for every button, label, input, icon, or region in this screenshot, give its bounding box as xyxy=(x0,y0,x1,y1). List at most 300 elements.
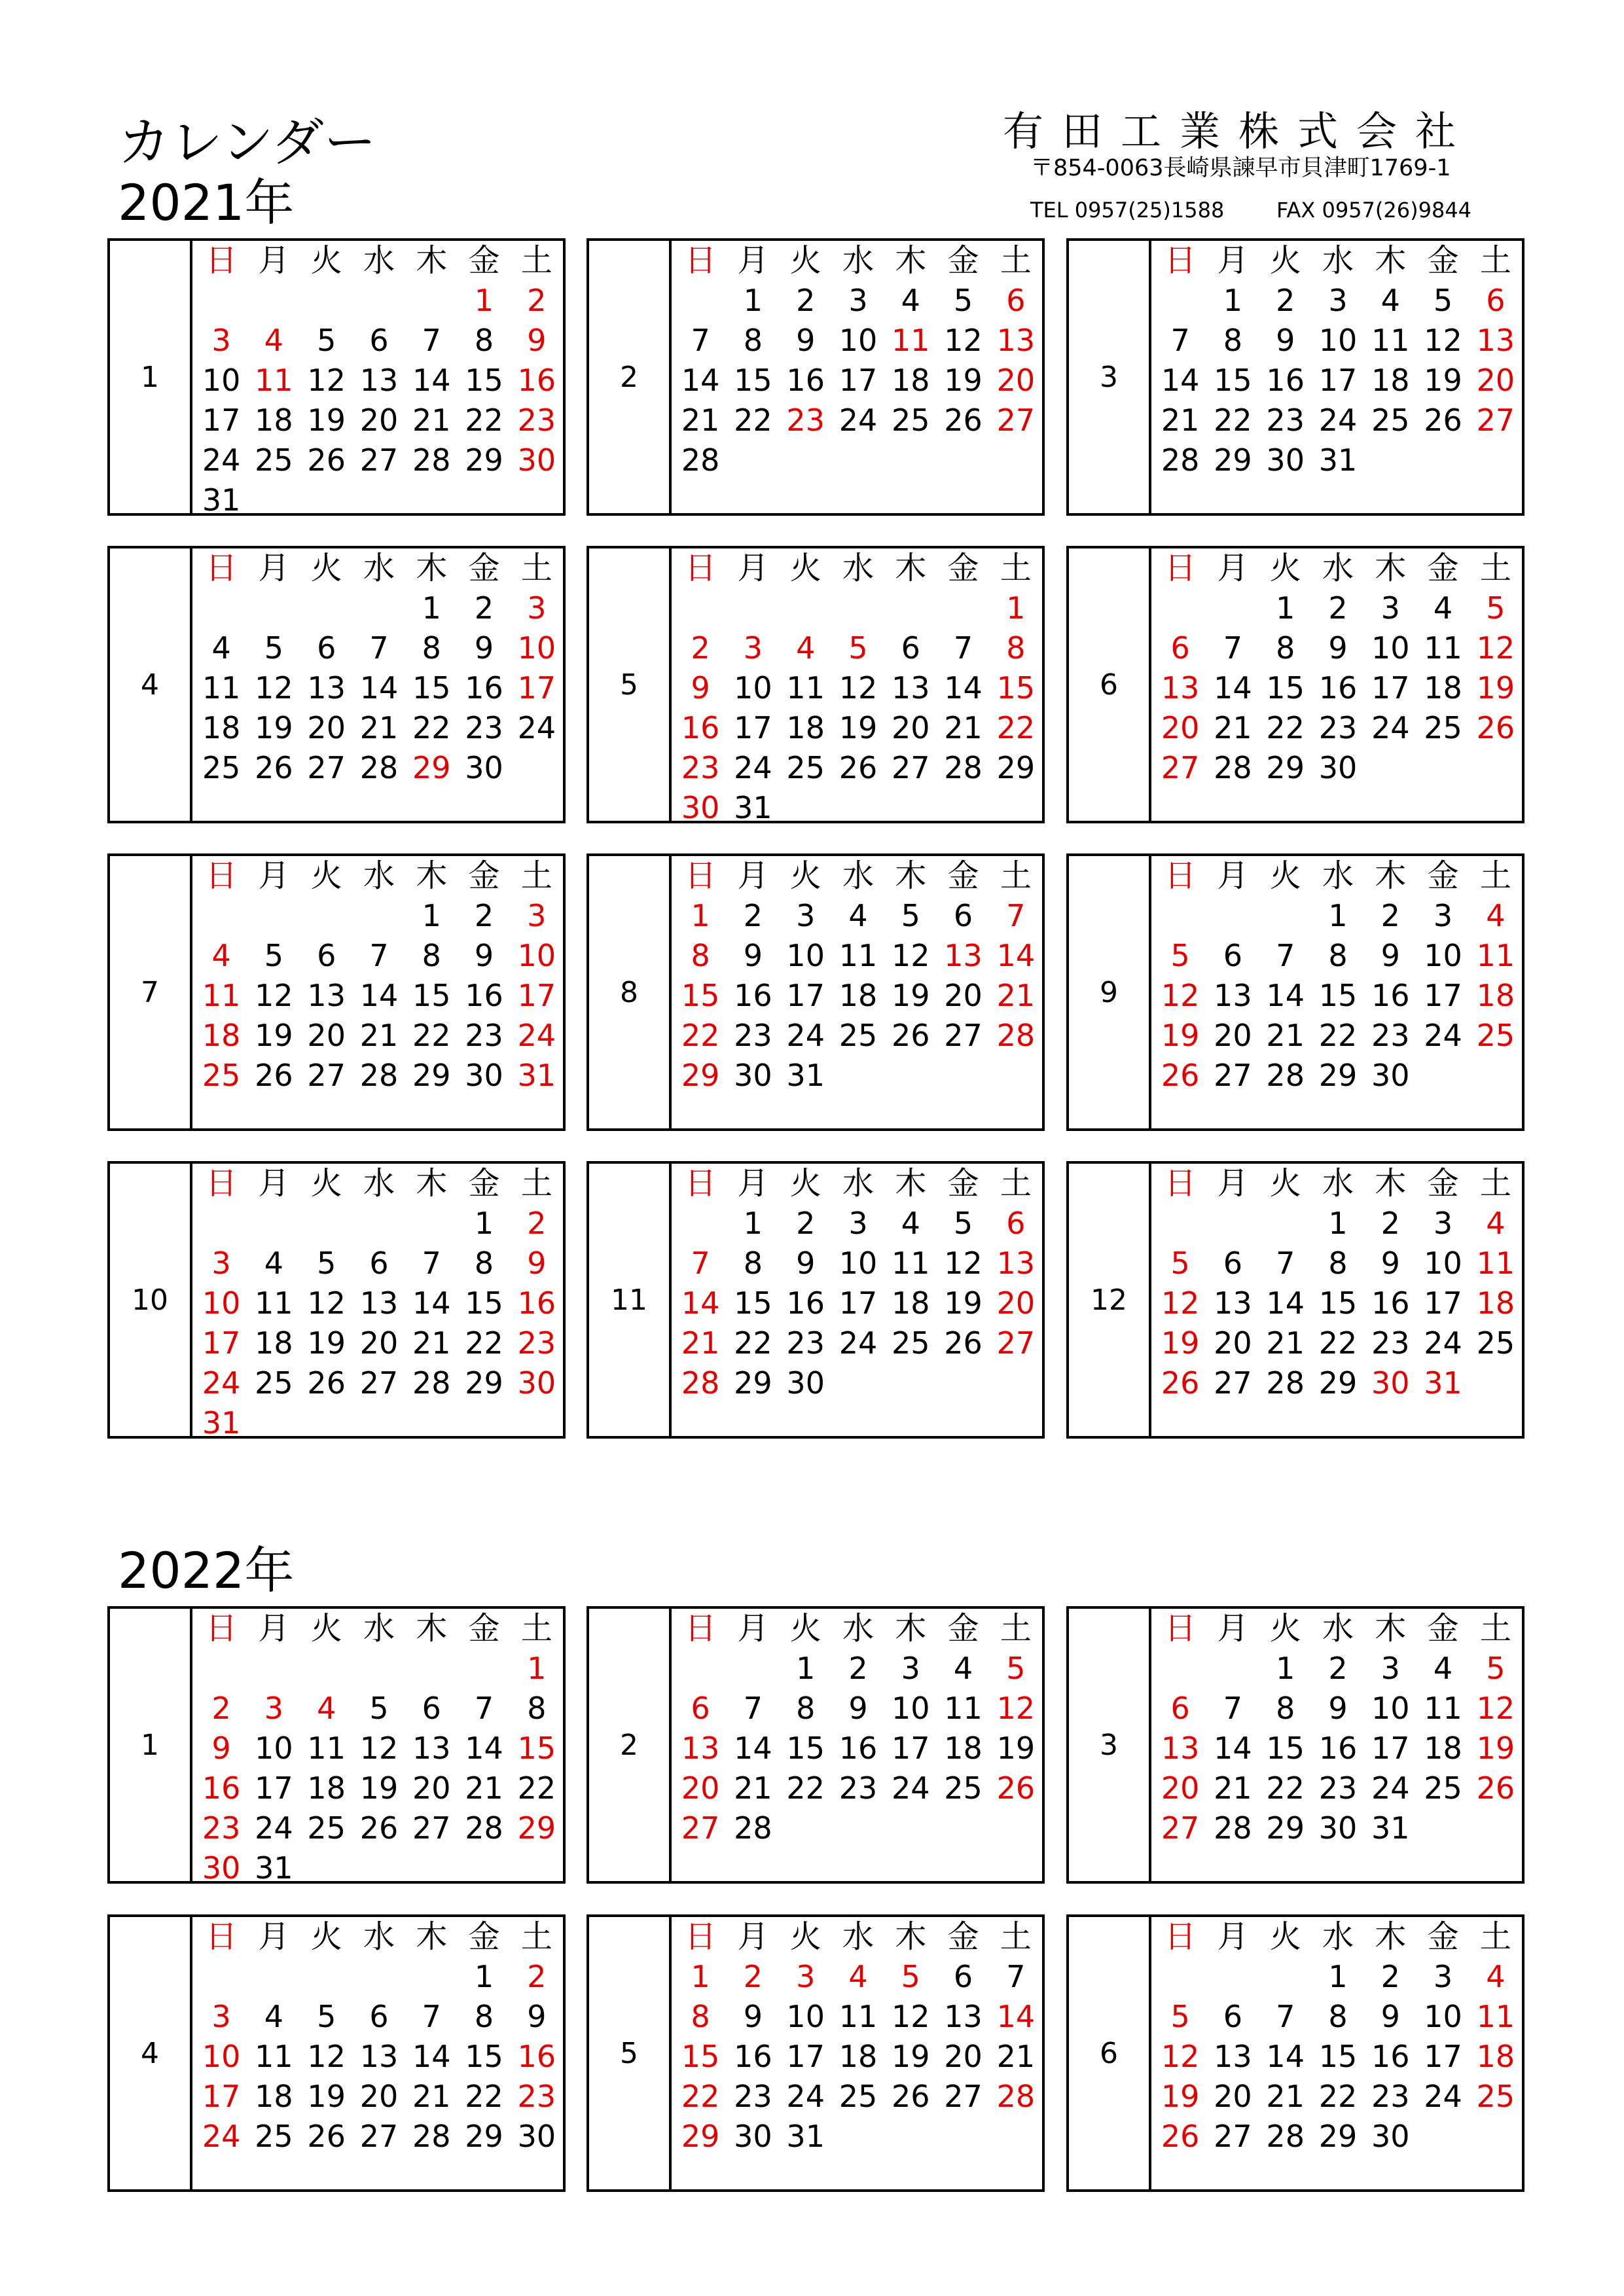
day-cell: 10 xyxy=(255,1731,293,1766)
day-cell: 26 xyxy=(996,1770,1036,1806)
day-cell: 16 xyxy=(1318,1731,1358,1766)
weekday-header: 日 xyxy=(685,857,717,894)
day-cell: 2 xyxy=(1380,1206,1400,1241)
weekday-header: 水 xyxy=(842,1165,874,1202)
weekday-header: 火 xyxy=(1269,857,1301,894)
day-cell: 21 xyxy=(359,1018,399,1053)
weekday-header: 日 xyxy=(685,1165,717,1202)
day-cell: 25 xyxy=(255,2119,293,2154)
day-cell: 6 xyxy=(1170,1691,1190,1726)
day-cell: 14 xyxy=(1266,2039,1305,2074)
day-cell: 30 xyxy=(1371,2119,1410,2154)
day-cell: 20 xyxy=(996,363,1036,398)
day-cell: 11 xyxy=(307,1731,346,1766)
day-cell: 6 xyxy=(1223,938,1243,973)
day-cell: 9 xyxy=(743,1999,763,2034)
day-cell: 1 xyxy=(474,283,494,318)
day-cell: 25 xyxy=(255,442,293,478)
day-cell: 15 xyxy=(1318,2039,1358,2074)
day-cell: 4 xyxy=(211,630,231,666)
day-cell: 3 xyxy=(796,1959,816,1994)
day-cell: 4 xyxy=(1486,1206,1506,1241)
day-cell: 21 xyxy=(1266,2079,1305,2114)
weekday-header: 日 xyxy=(1164,1165,1197,1202)
day-cell: 14 xyxy=(681,363,720,398)
day-cell: 12 xyxy=(307,1285,346,1321)
day-cell: 23 xyxy=(1371,1325,1410,1361)
day-cell: 5 xyxy=(1433,283,1453,318)
day-cell: 17 xyxy=(1424,978,1462,1013)
weekday-header: 火 xyxy=(789,1918,821,1955)
month-number: 1 xyxy=(110,1609,192,1881)
day-cell: 6 xyxy=(317,630,336,666)
day-cell: 31 xyxy=(202,1405,241,1441)
day-cell: 18 xyxy=(1371,363,1410,398)
month-grid xyxy=(1154,1609,1522,1881)
day-cell: 7 xyxy=(953,630,973,666)
day-cell: 5 xyxy=(1486,590,1506,626)
month-grid xyxy=(674,548,1042,825)
day-cell: 20 xyxy=(892,710,930,745)
month-grid xyxy=(674,856,1042,1128)
day-cell: 11 xyxy=(892,323,930,358)
day-cell: 13 xyxy=(892,670,930,706)
day-cell: 18 xyxy=(944,1731,983,1766)
company-tel: TEL 0957(25)1588 xyxy=(1030,198,1225,223)
weekday-header: 金 xyxy=(468,1918,500,1955)
day-cell: 15 xyxy=(517,1731,556,1766)
weekday-header: 火 xyxy=(1269,1165,1301,1202)
day-cell: 12 xyxy=(1161,2039,1200,2074)
company-fax: FAX 0957(26)9844 xyxy=(1276,198,1472,223)
day-cell: 21 xyxy=(412,403,451,438)
empty-day-cell xyxy=(405,281,458,321)
day-cell: 25 xyxy=(892,403,930,438)
weekday-header: 土 xyxy=(520,1165,552,1202)
weekday-header: 月 xyxy=(1217,242,1249,279)
day-cell: 5 xyxy=(953,1206,973,1241)
weekday-header: 火 xyxy=(789,857,821,894)
month-block xyxy=(107,238,566,516)
day-cell: 25 xyxy=(1476,1325,1515,1361)
day-cell: 10 xyxy=(839,323,878,358)
day-cell: 17 xyxy=(517,670,556,706)
weekday-header: 金 xyxy=(468,1165,500,1202)
day-cell: 1 xyxy=(1328,1959,1348,1994)
day-cell: 6 xyxy=(369,1246,389,1281)
weekday-header: 日 xyxy=(206,550,238,586)
weekday-header: 土 xyxy=(520,1918,552,1955)
day-cell: 22 xyxy=(1214,403,1252,438)
day-cell: 26 xyxy=(255,750,293,785)
day-cell: 28 xyxy=(681,442,720,478)
day-cell: 16 xyxy=(786,363,825,398)
day-cell: 27 xyxy=(1214,2119,1252,2154)
weekday-header: 木 xyxy=(895,242,927,279)
day-cell: 1 xyxy=(1328,898,1348,933)
day-cell: 10 xyxy=(202,363,241,398)
empty-day-cell xyxy=(353,1204,405,1244)
day-cell: 20 xyxy=(1161,710,1200,745)
day-cell: 29 xyxy=(465,2119,503,2154)
weekday-header: 水 xyxy=(363,550,395,586)
day-cell: 16 xyxy=(734,978,772,1013)
day-cell: 13 xyxy=(996,1246,1036,1281)
empty-day-cell xyxy=(1206,896,1259,936)
weekday-header: 月 xyxy=(258,550,290,586)
day-cell: 21 xyxy=(1214,710,1252,745)
day-cell: 25 xyxy=(1424,1770,1462,1806)
empty-day-cell xyxy=(1259,1204,1312,1244)
empty-day-cell xyxy=(1259,896,1312,936)
day-cell: 27 xyxy=(412,1810,451,1846)
day-cell: 22 xyxy=(681,2079,720,2114)
day-cell: 28 xyxy=(412,2119,451,2154)
day-cell: 21 xyxy=(1161,403,1200,438)
day-cell: 17 xyxy=(517,978,556,1013)
day-cell: 21 xyxy=(412,1325,451,1361)
weekday-header: 土 xyxy=(1000,550,1032,586)
day-cell: 25 xyxy=(202,750,241,785)
month-block xyxy=(107,1606,566,1884)
day-cell: 28 xyxy=(1266,1058,1305,1093)
month-block xyxy=(1066,1914,1525,2192)
day-cell: 22 xyxy=(412,1018,451,1053)
day-cell: 10 xyxy=(786,1999,825,2034)
weekday-header: 木 xyxy=(416,1918,448,1955)
day-cell: 16 xyxy=(517,1285,556,1321)
month-block xyxy=(586,1161,1045,1439)
day-cell: 2 xyxy=(1328,590,1348,626)
month-grid xyxy=(674,1917,1042,2189)
empty-day-cell xyxy=(300,1957,353,1997)
day-cell: 7 xyxy=(422,1246,441,1281)
empty-day-cell xyxy=(300,896,353,936)
weekday-header: 木 xyxy=(895,550,927,586)
day-cell: 16 xyxy=(1266,363,1305,398)
day-cell: 3 xyxy=(796,898,816,933)
weekday-header: 火 xyxy=(789,242,821,279)
day-cell: 26 xyxy=(1476,1770,1515,1806)
day-cell: 5 xyxy=(953,283,973,318)
day-cell: 27 xyxy=(359,2119,399,2154)
day-cell: 20 xyxy=(1161,1770,1200,1806)
empty-day-cell xyxy=(247,1204,300,1244)
day-cell: 14 xyxy=(1266,978,1305,1013)
day-cell: 26 xyxy=(839,750,878,785)
day-cell: 20 xyxy=(307,710,346,745)
day-cell: 1 xyxy=(474,1206,494,1241)
month-number: 2 xyxy=(589,1609,672,1881)
month-number: 1 xyxy=(110,241,192,513)
year-label-2022: 2022年 xyxy=(118,1541,295,1600)
weekday-header: 土 xyxy=(520,857,552,894)
month-number: 10 xyxy=(110,1164,192,1436)
day-cell: 3 xyxy=(1433,1206,1453,1241)
day-cell: 17 xyxy=(839,1285,878,1321)
weekday-header: 月 xyxy=(1217,857,1249,894)
weekday-header: 日 xyxy=(685,550,717,586)
day-cell: 4 xyxy=(264,323,284,358)
day-cell: 9 xyxy=(1380,938,1400,973)
day-cell: 20 xyxy=(681,1770,720,1806)
day-cell: 22 xyxy=(465,2079,503,2114)
weekday-header: 月 xyxy=(1217,550,1249,586)
day-cell: 6 xyxy=(1170,630,1190,666)
day-cell: 30 xyxy=(517,1365,556,1401)
day-cell: 4 xyxy=(317,1691,336,1726)
empty-day-cell xyxy=(300,588,353,628)
day-cell: 16 xyxy=(1318,670,1358,706)
day-cell: 27 xyxy=(1214,1058,1252,1093)
month-number: 9 xyxy=(1069,856,1151,1128)
month-number: 7 xyxy=(110,856,192,1128)
day-cell: 14 xyxy=(681,1285,720,1321)
day-cell: 13 xyxy=(1214,1285,1252,1321)
day-cell: 6 xyxy=(369,323,389,358)
day-cell: 9 xyxy=(1328,630,1348,666)
weekday-header: 日 xyxy=(1164,550,1197,586)
day-cell: 13 xyxy=(996,323,1036,358)
day-cell: 17 xyxy=(202,2079,241,2114)
day-cell: 29 xyxy=(681,2119,720,2154)
month-number: 4 xyxy=(110,1917,192,2189)
day-cell: 13 xyxy=(359,1285,399,1321)
day-cell: 29 xyxy=(734,1365,772,1401)
day-cell: 29 xyxy=(1318,1058,1358,1093)
day-cell: 4 xyxy=(848,898,868,933)
month-grid xyxy=(195,548,563,821)
weekday-header: 日 xyxy=(685,242,717,279)
day-cell: 21 xyxy=(996,2039,1036,2074)
day-cell: 7 xyxy=(743,1691,763,1726)
day-cell: 15 xyxy=(1318,978,1358,1013)
day-cell: 22 xyxy=(412,710,451,745)
day-cell: 11 xyxy=(839,938,878,973)
day-cell: 11 xyxy=(1424,1691,1462,1726)
weekday-header: 月 xyxy=(258,242,290,279)
day-cell: 5 xyxy=(264,938,284,973)
weekday-header: 土 xyxy=(520,242,552,279)
weekday-header: 月 xyxy=(258,1610,290,1647)
weekday-header: 水 xyxy=(842,1610,874,1647)
empty-day-cell xyxy=(195,1204,247,1244)
day-cell: 20 xyxy=(996,1285,1036,1321)
month-block xyxy=(586,1606,1045,1884)
day-cell: 26 xyxy=(359,1810,399,1846)
month-block xyxy=(1066,1606,1525,1884)
day-cell: 20 xyxy=(1214,2079,1252,2114)
day-cell: 30 xyxy=(1318,750,1358,785)
day-cell: 10 xyxy=(1371,630,1410,666)
empty-day-cell xyxy=(247,896,300,936)
day-cell: 1 xyxy=(691,1959,710,1994)
day-cell: 13 xyxy=(307,978,346,1013)
day-cell: 4 xyxy=(848,1959,868,1994)
day-cell: 25 xyxy=(1371,403,1410,438)
empty-day-cell xyxy=(1206,588,1259,628)
day-cell: 9 xyxy=(211,1731,231,1766)
day-cell: 20 xyxy=(944,978,983,1013)
day-cell: 8 xyxy=(474,1999,494,2034)
empty-day-cell xyxy=(195,588,247,628)
day-cell: 19 xyxy=(307,2079,346,2114)
day-cell: 4 xyxy=(796,630,816,666)
day-cell: 12 xyxy=(307,363,346,398)
empty-day-cell xyxy=(353,896,405,936)
day-cell: 17 xyxy=(786,2039,825,2074)
day-cell: 25 xyxy=(1476,1018,1515,1053)
day-cell: 22 xyxy=(786,1770,825,1806)
day-cell: 7 xyxy=(691,323,710,358)
day-cell: 16 xyxy=(1371,2039,1410,2074)
weekday-header: 木 xyxy=(895,1165,927,1202)
day-cell: 11 xyxy=(1476,938,1515,973)
day-cell: 11 xyxy=(786,670,825,706)
day-cell: 16 xyxy=(786,1285,825,1321)
day-cell: 19 xyxy=(839,710,878,745)
day-cell: 24 xyxy=(786,2079,825,2114)
day-cell: 12 xyxy=(359,1731,399,1766)
day-cell: 2 xyxy=(1276,283,1295,318)
day-cell: 11 xyxy=(1424,630,1462,666)
day-cell: 6 xyxy=(691,1691,710,1726)
day-cell: 7 xyxy=(369,938,389,973)
weekday-header: 月 xyxy=(737,1610,769,1647)
day-cell: 28 xyxy=(1161,442,1200,478)
month-number: 8 xyxy=(589,856,672,1128)
day-cell: 13 xyxy=(1161,1731,1200,1766)
day-cell: 28 xyxy=(1266,2119,1305,2154)
day-cell: 17 xyxy=(1371,1731,1410,1766)
empty-day-cell xyxy=(247,1649,300,1689)
day-cell: 24 xyxy=(202,2119,241,2154)
day-cell: 23 xyxy=(1371,1018,1410,1053)
weekday-header: 土 xyxy=(1000,242,1032,279)
weekday-header: 土 xyxy=(1479,1165,1511,1202)
day-cell: 18 xyxy=(1424,1731,1462,1766)
day-cell: 5 xyxy=(1170,1246,1190,1281)
day-cell: 8 xyxy=(691,1999,710,2034)
weekday-header: 木 xyxy=(895,1610,927,1647)
day-cell: 3 xyxy=(527,590,547,626)
day-cell: 29 xyxy=(996,750,1036,785)
day-cell: 29 xyxy=(1318,2119,1358,2154)
day-cell: 1 xyxy=(1328,1206,1348,1241)
day-cell: 19 xyxy=(1161,1018,1200,1053)
day-cell: 24 xyxy=(1371,1770,1410,1806)
day-cell: 11 xyxy=(255,363,293,398)
day-cell: 26 xyxy=(1161,1058,1200,1093)
day-cell: 5 xyxy=(901,1959,920,1994)
day-cell: 12 xyxy=(892,938,930,973)
day-cell: 15 xyxy=(1266,670,1305,706)
day-cell: 21 xyxy=(465,1770,503,1806)
day-cell: 8 xyxy=(691,938,710,973)
day-cell: 8 xyxy=(474,1246,494,1281)
day-cell: 16 xyxy=(465,670,503,706)
day-cell: 29 xyxy=(465,442,503,478)
day-cell: 25 xyxy=(892,1325,930,1361)
day-cell: 31 xyxy=(202,482,241,518)
day-cell: 12 xyxy=(944,323,983,358)
day-cell: 10 xyxy=(202,2039,241,2074)
day-cell: 26 xyxy=(1424,403,1462,438)
day-cell: 23 xyxy=(465,1018,503,1053)
empty-day-cell xyxy=(353,281,405,321)
day-cell: 11 xyxy=(1476,1999,1515,2034)
day-cell: 18 xyxy=(255,2079,293,2114)
month-block xyxy=(586,1914,1045,2192)
day-cell: 27 xyxy=(1161,750,1200,785)
weekday-header: 日 xyxy=(685,1918,717,1955)
weekday-header: 土 xyxy=(1479,857,1511,894)
day-cell: 19 xyxy=(892,978,930,1013)
weekday-header: 木 xyxy=(416,242,448,279)
day-cell: 19 xyxy=(255,1018,293,1053)
day-cell: 2 xyxy=(796,283,816,318)
day-cell: 22 xyxy=(517,1770,556,1806)
day-cell: 20 xyxy=(359,2079,399,2114)
day-cell: 26 xyxy=(307,442,346,478)
day-cell: 27 xyxy=(996,403,1036,438)
day-cell: 13 xyxy=(1214,2039,1252,2074)
day-cell: 12 xyxy=(892,1999,930,2034)
day-cell: 6 xyxy=(953,898,973,933)
day-cell: 12 xyxy=(839,670,878,706)
day-cell: 31 xyxy=(1318,442,1358,478)
day-cell: 27 xyxy=(1161,1810,1200,1846)
day-cell: 9 xyxy=(796,323,816,358)
company-name: 有田工業株式会社 xyxy=(1003,107,1475,155)
day-cell: 7 xyxy=(1223,630,1243,666)
day-cell: 5 xyxy=(901,898,920,933)
day-cell: 3 xyxy=(848,1206,868,1241)
day-cell: 30 xyxy=(1371,1365,1410,1401)
day-cell: 12 xyxy=(1161,978,1200,1013)
day-cell: 14 xyxy=(944,670,983,706)
empty-day-cell xyxy=(832,588,884,628)
day-cell: 14 xyxy=(359,670,399,706)
month-grid xyxy=(1154,241,1522,513)
day-cell: 7 xyxy=(1276,1246,1295,1281)
day-cell: 15 xyxy=(1318,1285,1358,1321)
month-number: 3 xyxy=(1069,241,1151,513)
day-cell: 17 xyxy=(202,403,241,438)
month-block xyxy=(1066,853,1525,1131)
day-cell: 13 xyxy=(944,938,983,973)
day-cell: 23 xyxy=(517,1325,556,1361)
day-cell: 12 xyxy=(255,670,293,706)
weekday-header: 金 xyxy=(947,857,979,894)
day-cell: 26 xyxy=(892,2079,930,2114)
day-cell: 28 xyxy=(412,442,451,478)
day-cell: 8 xyxy=(1276,1691,1295,1726)
day-cell: 9 xyxy=(691,670,710,706)
empty-day-cell xyxy=(1206,1649,1259,1689)
day-cell: 2 xyxy=(527,1959,547,1994)
month-grid xyxy=(195,1609,563,1886)
day-cell: 10 xyxy=(1424,1246,1462,1281)
day-cell: 7 xyxy=(1170,323,1190,358)
weekday-header: 金 xyxy=(468,242,500,279)
empty-day-cell xyxy=(674,1649,727,1689)
day-cell: 18 xyxy=(255,403,293,438)
day-cell: 6 xyxy=(422,1691,441,1726)
day-cell: 13 xyxy=(307,670,346,706)
day-cell: 3 xyxy=(1328,283,1348,318)
month-block xyxy=(107,546,566,823)
